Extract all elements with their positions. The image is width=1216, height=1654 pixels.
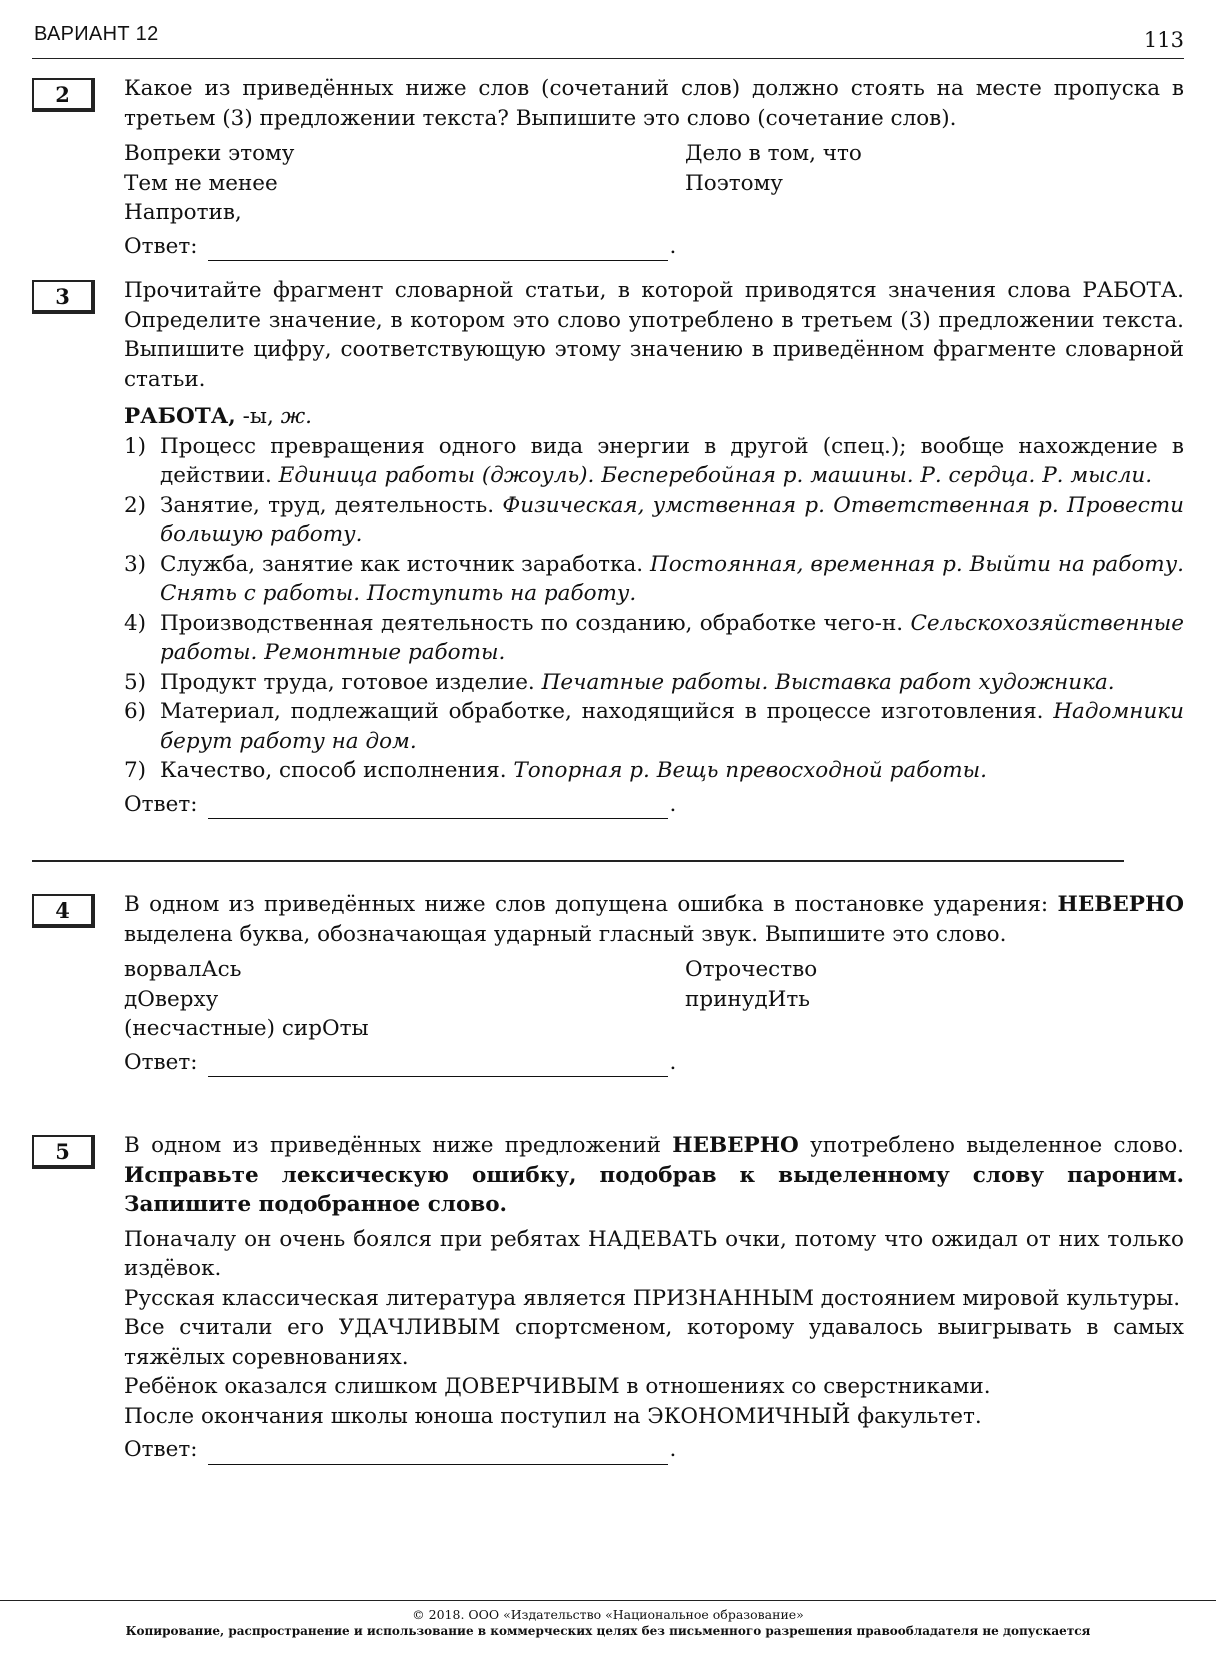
sentence: Русская классическая литература является ПРИЗНАННЫМ достоянием мировой культуры. — [124, 1285, 1181, 1311]
sentence: После окончания школы юноша поступил на ЭКОНОМИЧНЫЙ факультет. — [124, 1403, 982, 1429]
option: дОверху — [124, 986, 219, 1012]
task-number-box: 3 — [32, 280, 95, 314]
footer-divider — [0, 1600, 1216, 1601]
answer-label: Ответ: — [124, 791, 198, 817]
copyright-line: © 2018. ООО «Издательство «Национальное образование» — [412, 1607, 804, 1622]
answer-field[interactable] — [208, 1054, 668, 1077]
option: Тем не менее — [124, 170, 278, 196]
section-divider — [32, 860, 1124, 862]
dictionary-entries — [124, 432, 1184, 786]
entry-number: 3) — [124, 551, 147, 577]
entry-number: 4) — [124, 610, 147, 636]
option: (несчастные) сирОты — [124, 1016, 369, 1041]
entry-example: Постоянная, временная р. Выйти на работу. Снять с работы. Поступить на работу. — [160, 551, 1184, 606]
entry-definition: Качество, способ исполнения. — [160, 758, 507, 783]
task-number-box: 4 — [32, 894, 95, 928]
dictionary-entry — [124, 609, 1184, 668]
task-5 — [32, 1131, 1184, 1465]
entry-example: Сельскохозяйственные работы. Ремонтные работы. — [160, 610, 1184, 665]
answer-row: Ответ: . — [124, 790, 1184, 820]
options-right — [685, 955, 1184, 1044]
entry-definition: Материал, подлежащий обработке, находящийся в процессе изготовления. — [160, 699, 1044, 724]
dictionary-entry — [124, 668, 1184, 698]
answer-field[interactable] — [208, 238, 668, 261]
task-question — [124, 890, 1184, 949]
answer-label: Ответ: — [124, 1437, 198, 1462]
entry-definition: Продукт труда, готовое изделие. — [160, 669, 535, 695]
option: Напротив, — [124, 200, 242, 225]
question-text: В одном из приведённых ниже предложений — [124, 1133, 661, 1158]
answer-field[interactable] — [208, 1442, 668, 1465]
dictionary-entry — [124, 432, 1184, 491]
answer-field[interactable] — [208, 796, 668, 819]
option: Поэтому — [685, 170, 783, 196]
question-emphasis: НЕВЕРНО — [1057, 892, 1184, 917]
task-question: Какое из приведённых ниже слов (сочетаний слов) должно стоять на месте пропуска в третьем (3) предложении текста? Выпишите это слово (сочетание слов). — [124, 76, 1184, 131]
entry-definition: Производственная деятельность по созданию, обработке чего-н. — [160, 610, 904, 636]
entry-number: 5) — [124, 669, 147, 695]
option: принудИть — [685, 986, 810, 1012]
question-emphasis: НЕВЕРНО — [672, 1133, 799, 1158]
option: ворвалАсь — [124, 957, 242, 982]
option: Вопреки этому — [124, 141, 295, 166]
task-number-box: 2 — [32, 78, 95, 112]
answer-label: Ответ: — [124, 1049, 198, 1075]
entry-definition: Процесс превращения одного вида энергии в другой (спец.); вообще нахождение в действии. — [160, 433, 1184, 488]
question-text: выделена буква, обозначающая ударный гласный звук. Выпишите это слово. — [124, 921, 1007, 947]
sentence: Все считали его УДАЧЛИВЫМ спортсменом, которому удавалось выигрывать в самых тяжёлых соревнованиях. — [124, 1315, 1184, 1370]
entry-number: 2) — [124, 492, 147, 518]
dictionary-entry — [124, 697, 1184, 756]
dictionary-entry — [124, 491, 1184, 550]
options-left — [124, 955, 685, 1044]
answer-row: Ответ: . — [124, 1435, 1184, 1465]
question-text: В одном из приведённых ниже слов допущена ошибка в постановке ударения: — [124, 892, 1049, 917]
answer-row: Ответ: . — [124, 1048, 1184, 1078]
option: Отрочество — [685, 957, 818, 982]
entry-definition: Занятие, труд, деятельность. — [160, 492, 495, 518]
option: Дело в том, что — [685, 141, 862, 166]
entry-definition: Служба, занятие как источник заработка. — [160, 551, 644, 577]
entry-number: 7) — [124, 758, 147, 783]
copyright-notice: Копирование, распространение и использование в коммерческих целях без письменного разрешения правообладателя не допускается — [125, 1624, 1091, 1638]
entry-example: Физическая, умственная р. Ответственная р. Провести большую работу. — [160, 492, 1184, 547]
entry-example: Надомники берут работу на дом. — [160, 699, 1184, 754]
options-left — [124, 139, 685, 228]
page-number: 113 — [1143, 28, 1184, 52]
page-footer — [0, 1606, 1216, 1640]
options-right — [685, 139, 1184, 228]
sentence: Ребёнок оказался слишком ДОВЕРЧИВЫМ в отношениях со сверстниками. — [124, 1374, 991, 1399]
gender-note: ж. — [280, 404, 312, 429]
entry-example: Единица работы (джоуль). Бесперебойная р. машины. Р. сердца. Р. мысли. — [278, 463, 1153, 488]
grammar-note: -ы, — [242, 404, 274, 429]
sentence: Поначалу он очень боялся при ребятах НАДЕВАТЬ очки, потому что ожидал от них только издёвок. — [124, 1226, 1184, 1281]
task-question: Прочитайте фрагмент словарной статьи, в которой приводятся значения слова РАБОТА. Определите значение, в котором это слово употреблено в третьем (3) предложении текста. Выпишите цифру, соответствующую этому значению в приведённом фрагменте словарной статьи. — [124, 278, 1184, 392]
dictionary-headword — [124, 402, 1184, 432]
answer-label: Ответ: — [124, 233, 198, 259]
page-header — [32, 18, 1184, 59]
dictionary-entry — [124, 756, 1184, 786]
variant-title: ВАРИАНТ 12 — [34, 23, 159, 45]
entry-example: Печатные работы. Выставка работ художника. — [541, 669, 1115, 695]
entry-number: 6) — [124, 699, 147, 724]
task-4 — [32, 890, 1184, 1077]
dictionary-entry — [124, 550, 1184, 609]
headword: РАБОТА, — [124, 404, 236, 429]
answer-row: Ответ: . — [124, 232, 1184, 262]
entry-number: 1) — [124, 433, 147, 459]
task-question — [124, 1131, 1184, 1220]
entry-example: Топорная р. Вещь превосходной работы. — [513, 758, 987, 783]
task-number-box: 5 — [32, 1135, 95, 1169]
question-text: употреблено выделенное слово. — [810, 1133, 1184, 1158]
task-3 — [32, 276, 1184, 819]
question-emphasis: Исправьте лексическую ошибку, подобрав к выделенному слову пароним. Запишите подобранное слово. — [124, 1162, 1184, 1217]
task-2 — [32, 74, 1184, 261]
